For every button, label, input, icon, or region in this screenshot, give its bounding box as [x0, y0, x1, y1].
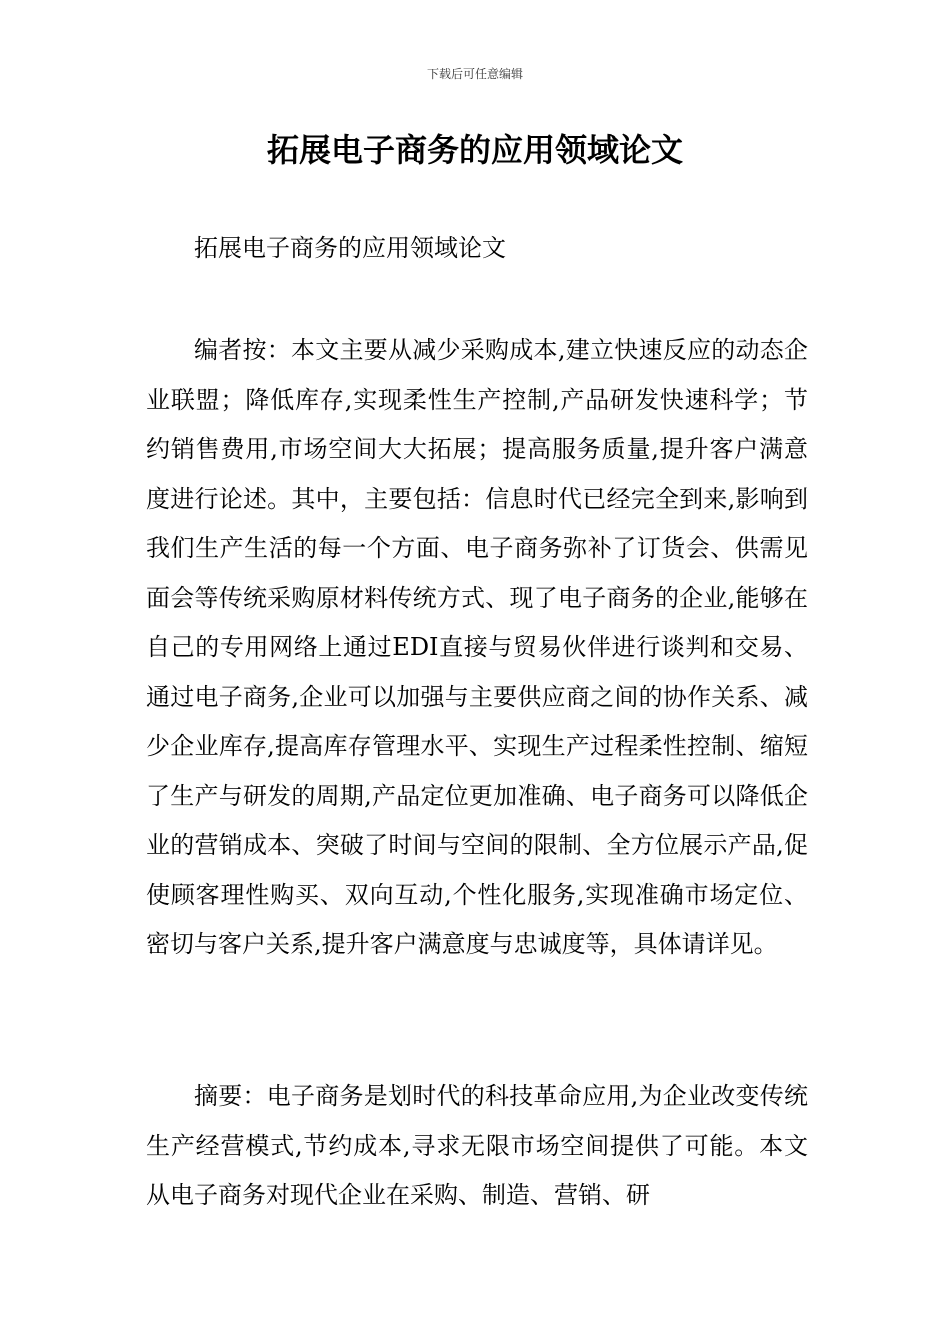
document-title: 拓展电子商务的应用领域论文	[266, 131, 683, 169]
editor-note-paragraph: 编者按：本文主要从减少采购成本,建立快速反应的动态企业联盟；降低库存,实现柔性生产控制,产品研发快速科学；节约销售费用,市场空间大大拓展；提高服务质量,提升客户满意度进行论述。其中，主要包括：信息时代已经完全到来,影响到我们生产生活的每一个方面、电子商务弥补了订货会、供需见面会等传统采购原材料传统方式、现了电子商务的企业,能够在自己的专用网络上通过EDI直接与贸易伙伴进行谈判和交易、通过电子商务,企业可以加强与主要供应商之间的协作关系、减少企业库存,提高库存管理水平、实现生产过程柔性控制、缩短了生产与研发的周期,产品定位更加准确、电子商务可以降低企业的营销成本、突破了时间与空间的限制、全方位展示产品,促使顾客理性购买、双向互动,个性化服务,实现准确市场定位、密切与客户关系,提升客户满意度与忠诚度等，具体请详见。	[146, 336, 808, 958]
abstract-paragraph: 摘要：电子商务是划时代的科技革命应用,为企业改变传统生产经营模式,节约成本,寻求无限市场空间提供了可能。本文从电子商务对现代企业在采购、制造、营销、研	[146, 1082, 808, 1209]
header-note: 下载后可任意编辑	[426, 67, 523, 81]
document-subtitle: 拓展电子商务的应用领域论文	[194, 234, 506, 262]
